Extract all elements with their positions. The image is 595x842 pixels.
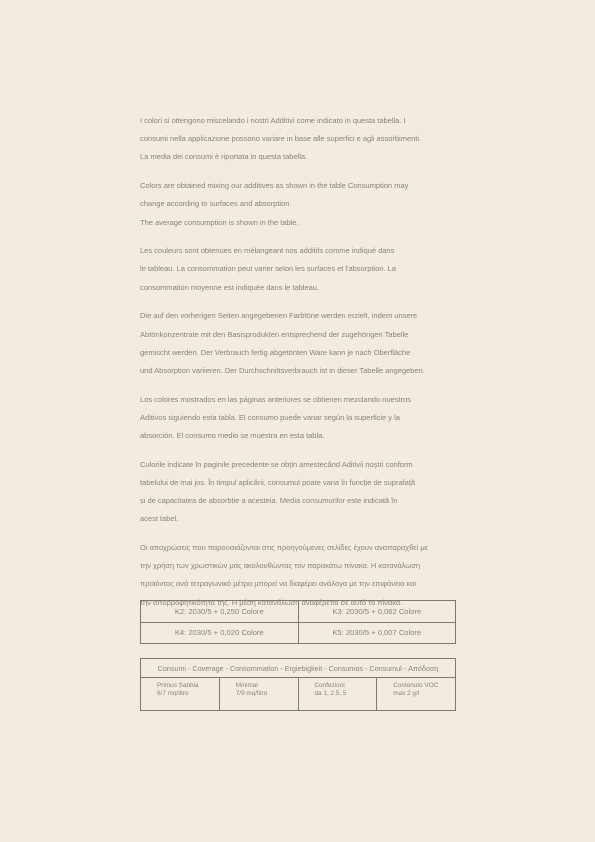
paragraph-line: le tableau. La consommation peut varier selon les surfaces et l'absorption. La bbox=[140, 264, 396, 274]
paragraph-line: I colori si ottengono miscelando i nostri Additivi come indicato in questa tabella. I bbox=[140, 116, 406, 125]
table-row bbox=[141, 622, 456, 644]
cell-value: max 2 g/l bbox=[393, 690, 420, 697]
paragraph-line: Los colores mostrados en las páginas anteriores se obtienen mezclando nuestros bbox=[140, 394, 411, 404]
cell-label: Primus Sabbia bbox=[157, 682, 199, 689]
paragraph-line: Οι αποχρώσεις που παρουσιάζονται στις προηγούμενες σελίδες έχουν αναπαραχθεί με bbox=[140, 543, 428, 553]
formula-cell: K4: 2030/5 + 0,020 Colore bbox=[141, 622, 299, 644]
paragraph-line: Die auf den vorherigen Seiten angegebenen Farbtöne werden erzielt, indem unsere bbox=[140, 311, 418, 321]
info-cell-minimal bbox=[219, 678, 298, 711]
info-cell-product bbox=[141, 678, 220, 711]
cell-value: 6/7 mq/litro bbox=[157, 690, 189, 697]
paragraph-line: tabelului de mai jos. În timpul aplicării, consumul poate varia în funcție de suprafață bbox=[140, 477, 416, 487]
formula-cell: K5: 2030/5 + 0,007 Colore bbox=[298, 622, 456, 644]
paragraph-line: și de capacitatea de absorbție a acesteia. Media consumurilor este indicată în bbox=[140, 496, 398, 506]
consumption-header: Consumi - Coverage - Consommation - Ergiebigkeit - Consumos - Consumul - Απόδοση bbox=[141, 659, 456, 678]
paragraph-en bbox=[140, 177, 456, 232]
paragraph-line: La media dei consumi è riportata in questa tabella. bbox=[140, 152, 308, 162]
paragraph-line: την απορροφητικότητα της. Η μέση κατανάλωση αναφέρεται σε αυτό το πίνακα. bbox=[140, 597, 403, 607]
cell-label: Minimal bbox=[235, 682, 258, 689]
paragraph-line: consumi nella applicazione possono variare in base alle superfici e agli assorbimenti. bbox=[140, 134, 422, 144]
paragraph-line: consommation moyenne est indiquée dans le tableau. bbox=[140, 282, 320, 292]
paragraph-line: την χρήση των χρωστικών μας ακολουθώντας τον παρακάτω πίνακα. Η κατανάλωση bbox=[140, 561, 421, 571]
table-header-row bbox=[141, 659, 456, 678]
paragraph-line: The average consumption is shown in the table. bbox=[140, 217, 299, 227]
paragraph-fr bbox=[140, 242, 456, 297]
info-cell-packaging bbox=[298, 678, 377, 711]
paragraph-line: Abtönkonzentrate mit den Basisprodukten entsprechend der zugehörigen Tabelle bbox=[140, 329, 409, 339]
paragraph-ro bbox=[140, 456, 456, 529]
paragraph-line: προϊόντος ανά τετραγωνικό μέτρο μπορεί να διαφέρει ανάλογα με την επιφάνεια και bbox=[140, 579, 417, 589]
paragraph-line: change according to surfaces and absorption. bbox=[140, 199, 292, 209]
paragraph-line: gemischt werden. Der Verbrauch fertig abgetönten Ware kann je nach Oberfläche bbox=[140, 347, 411, 357]
formula-cell: K3: 2030/5 + 0,062 Colore bbox=[298, 601, 456, 623]
paragraph-line: Les couleurs sont obtenues en mélangeant nos additifs comme indiqué dans bbox=[140, 246, 395, 256]
paragraph-de bbox=[140, 307, 456, 380]
table-row bbox=[141, 678, 456, 711]
paragraph-line: Aditivos siguiendo esta tabla. El consumo puede variar según la superficie y la bbox=[140, 412, 400, 422]
paragraph-line: acest tabel. bbox=[140, 514, 179, 524]
text-block bbox=[140, 112, 456, 622]
paragraph-line: und Absorption variieren. Der Durchschnittsverbrauch ist in dieser Tabelle angegeben. bbox=[140, 365, 425, 375]
color-formula-table bbox=[140, 600, 456, 644]
paragraph-es bbox=[140, 391, 456, 446]
table-row bbox=[141, 601, 456, 623]
consumption-table bbox=[140, 658, 456, 711]
cell-value: da 1, 2.5, 5 bbox=[314, 690, 347, 697]
cell-label: Confezioni bbox=[314, 682, 345, 689]
paragraph-line: Culorile indicate în paginile precedente se obțin amestecând Aditivii noștri conform bbox=[140, 459, 413, 469]
paragraph-it bbox=[140, 112, 456, 167]
formula-cell: K2: 2030/5 + 0,250 Colore bbox=[141, 601, 299, 623]
cell-label: Contenuto VOC bbox=[393, 682, 439, 689]
paragraph-line: absorción. El consumo medio se muestra en esta tabla. bbox=[140, 431, 325, 441]
cell-value: 7/9 mq/litro bbox=[235, 690, 268, 697]
paragraph-line: Colors are obtained mixing our additives as shown in the table Consumption may bbox=[140, 181, 409, 191]
info-cell-voc bbox=[377, 678, 456, 711]
